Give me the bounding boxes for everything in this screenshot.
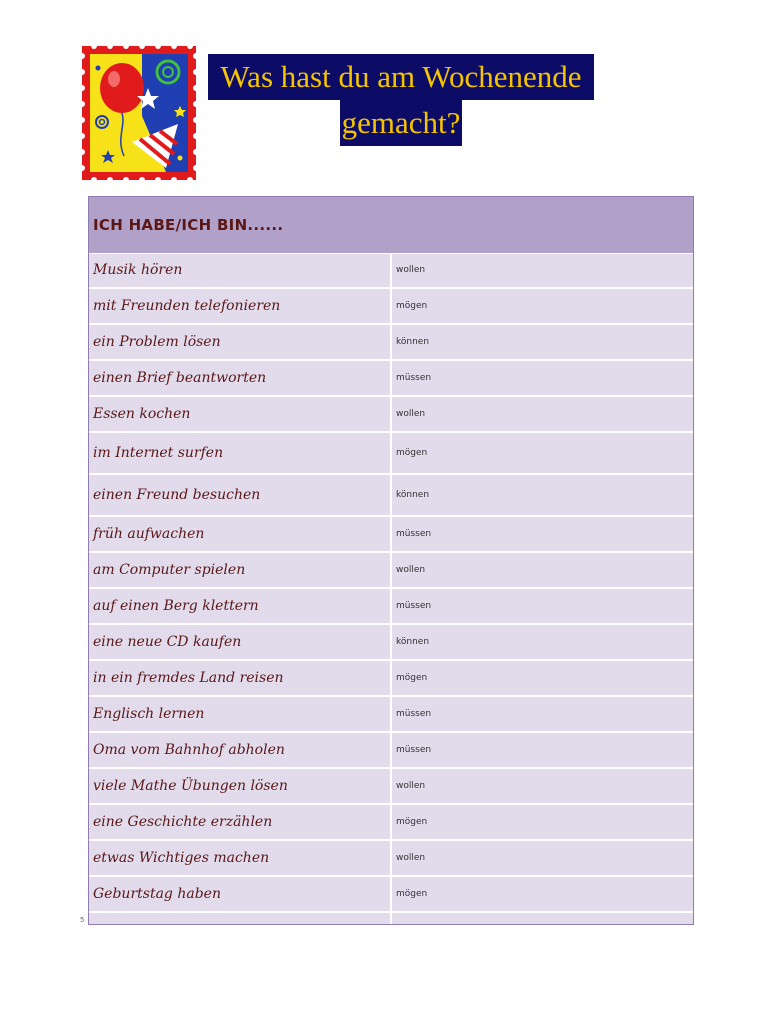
activity-cell: Essen kochen xyxy=(89,396,391,432)
activity-cell: etwas Wichtiges machen xyxy=(89,840,391,876)
modal-verb-cell: können xyxy=(391,324,693,360)
modal-verb-cell: wollen xyxy=(391,840,693,876)
modal-verb-cell: müssen xyxy=(391,696,693,732)
activity-cell: früh aufwachen xyxy=(89,516,391,552)
table-row xyxy=(89,588,693,624)
party-clipart-icon xyxy=(82,46,196,180)
table-row xyxy=(89,516,693,552)
activity-cell: Geburtstag haben xyxy=(89,876,391,912)
table-row xyxy=(89,360,693,396)
table-row xyxy=(89,660,693,696)
modal-verb-cell: wollen xyxy=(391,768,693,804)
modal-verb-cell: können xyxy=(391,474,693,516)
modal-verb-cell: mögen xyxy=(391,432,693,474)
activity-cell: eine Geschichte erzählen xyxy=(89,804,391,840)
page-title-line-1: Was hast du am Wochenende xyxy=(208,54,594,100)
activities-table xyxy=(88,196,694,925)
footnote-marker: 5 xyxy=(80,916,85,924)
table-row xyxy=(89,432,693,474)
modal-verb-cell: mögen xyxy=(391,288,693,324)
activity-cell: im Internet surfen xyxy=(89,432,391,474)
table-row xyxy=(89,840,693,876)
modal-verb-cell: wollen xyxy=(391,552,693,588)
modal-verb-cell: müssen xyxy=(391,360,693,396)
page-title-line-2: gemacht? xyxy=(340,100,463,146)
modal-verb-cell: mögen xyxy=(391,876,693,912)
table-row xyxy=(89,396,693,432)
table-row xyxy=(89,288,693,324)
table-row xyxy=(89,552,693,588)
table-row xyxy=(89,624,693,660)
activity-cell: Musik hören xyxy=(89,254,391,288)
modal-verb-cell xyxy=(391,912,693,926)
activity-cell: Oma vom Bahnhof abholen xyxy=(89,732,391,768)
modal-verb-cell: müssen xyxy=(391,516,693,552)
table-row xyxy=(89,324,693,360)
activity-cell: eine neue CD kaufen xyxy=(89,624,391,660)
activity-cell: mit Freunden telefonieren xyxy=(89,288,391,324)
activity-cell xyxy=(89,912,391,926)
activity-cell: viele Mathe Übungen lösen xyxy=(89,768,391,804)
table-row xyxy=(89,768,693,804)
activity-cell: in ein fremdes Land reisen xyxy=(89,660,391,696)
table-header-row xyxy=(89,197,693,254)
table-header: ICH HABE/ICH BIN...... xyxy=(89,197,693,254)
activity-cell: Englisch lernen xyxy=(89,696,391,732)
table-row xyxy=(89,912,693,926)
page-title xyxy=(208,54,594,146)
activity-cell: ein Problem lösen xyxy=(89,324,391,360)
modal-verb-cell: mögen xyxy=(391,660,693,696)
table-row xyxy=(89,254,693,288)
modal-verb-cell: wollen xyxy=(391,396,693,432)
modal-verb-cell: müssen xyxy=(391,588,693,624)
activity-cell: am Computer spielen xyxy=(89,552,391,588)
party-balloon-clipart xyxy=(82,46,196,180)
modal-verb-cell: müssen xyxy=(391,732,693,768)
modal-verb-cell: wollen xyxy=(391,254,693,288)
table-row xyxy=(89,876,693,912)
activity-cell: einen Freund besuchen xyxy=(89,474,391,516)
table-row xyxy=(89,732,693,768)
activity-cell: auf einen Berg klettern xyxy=(89,588,391,624)
activity-cell: einen Brief beantworten xyxy=(89,360,391,396)
modal-verb-cell: können xyxy=(391,624,693,660)
modal-verb-cell: mögen xyxy=(391,804,693,840)
table-row xyxy=(89,474,693,516)
table-row xyxy=(89,804,693,840)
table-row xyxy=(89,696,693,732)
